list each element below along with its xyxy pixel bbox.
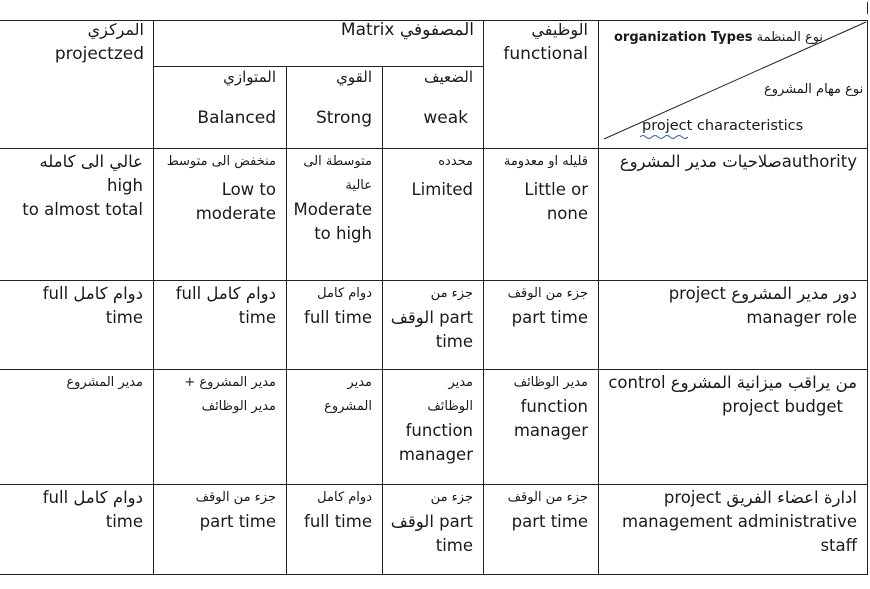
cell-line: مدير [448, 375, 473, 390]
cell-line: time [435, 536, 473, 555]
cell-line: staff [820, 536, 857, 555]
project-tasks-ar: نوع مهام المشروع [764, 82, 864, 97]
row-role-strong [287, 280, 382, 330]
project-characteristics-label: project characteristics [642, 118, 804, 134]
row-staff-projectized [0, 484, 153, 534]
cell-line: دوام كامل [317, 490, 372, 505]
cell-line: part الوقف [390, 308, 473, 327]
balanced-ar: المتوازي [223, 68, 276, 86]
matrix-header [341, 20, 474, 40]
cell-line: Limited [411, 180, 473, 199]
cell-line: مدير [347, 375, 372, 390]
cell-line: manager [513, 421, 588, 440]
cell-line: manager [398, 445, 473, 464]
cell-line: time [435, 332, 473, 351]
row-staff-weak [383, 484, 483, 558]
cell-line: none [546, 204, 588, 223]
row-role-projectized [0, 280, 153, 330]
row-staff-balanced [154, 484, 286, 534]
projectized-en: projectzed [54, 44, 144, 64]
cell-line: function [405, 421, 473, 440]
org-types-en: organization Types [614, 30, 753, 45]
row-authority-strong [287, 148, 382, 246]
row-budget-projectized [0, 369, 153, 395]
row-budget-weak [383, 369, 483, 467]
cell-line: function [520, 397, 588, 416]
strong-en: Strong [315, 108, 372, 128]
cell-line: جزء من [430, 490, 473, 505]
cell-line: الوظائف [427, 399, 473, 414]
projectized-ar: المركزي [87, 20, 144, 39]
row-staff-functional [484, 484, 598, 534]
cell-line: manager role [746, 308, 857, 327]
spellcheck-underline [640, 134, 688, 140]
row-authority-characteristic [599, 148, 867, 174]
cell-line: مدير الوظائف [201, 399, 276, 414]
row-role-characteristic [599, 280, 867, 330]
matrix-ar: المصفوفي [399, 20, 474, 40]
matrix-en: Matrix [340, 20, 395, 40]
cell-line: جزء من [430, 286, 473, 301]
cell-line: مدير الوظائف [513, 375, 588, 390]
corner-header [614, 30, 823, 45]
row-authority-balanced [154, 148, 286, 226]
functional-ar: الوظيفي [531, 20, 588, 39]
cell-line: مدير المشروع [66, 375, 143, 390]
cell-line: time [238, 308, 276, 327]
cell-line: جزء من الوقف [507, 286, 588, 301]
cell-line: عالي الى كامله high [39, 152, 143, 195]
cell-line: جزء من الوقف [195, 490, 276, 505]
cell-line: part time [199, 512, 276, 531]
row-budget-functional [484, 369, 598, 443]
strong-ar: القوي [336, 68, 372, 86]
row-authority-functional [484, 148, 598, 226]
cell-line: project budget [721, 397, 843, 416]
cell-line: part time [511, 308, 588, 327]
cell-line: authorityصلاحيات مدير المشروع [619, 152, 857, 171]
row-role-functional [484, 280, 598, 330]
cell-line: to high [314, 224, 372, 243]
cell-line: to almost total [22, 200, 143, 219]
cell-line: من يراقب ميزانية المشروع control [608, 373, 857, 392]
cell-line: part time [511, 512, 588, 531]
cell-line: Little or [524, 180, 588, 199]
row-budget-characteristic [599, 369, 867, 419]
cell-line: منخفض الى متوسط [166, 154, 276, 169]
cell-line: دوام كامل full time [42, 284, 143, 327]
cell-line: full time [304, 308, 372, 327]
row-budget-strong [287, 369, 382, 419]
cell-line: محدده [438, 154, 473, 169]
cell-line: دور مدير المشروع project [668, 284, 857, 303]
cell-line: part الوقف [390, 512, 473, 531]
weak-ar: الضعيف [423, 68, 473, 86]
cell-line: قليله او معدومة [503, 154, 588, 169]
cell-line: management administrative [622, 512, 857, 531]
row-staff-strong [287, 484, 382, 534]
cell-line: دوام كامل full time [42, 488, 143, 531]
cell-line: ادارة اعضاء الفريق project [663, 488, 857, 507]
cell-line: full time [304, 512, 372, 531]
cell-line: دوام كامل [317, 286, 372, 301]
balanced-en: Balanced [197, 108, 276, 128]
row-budget-balanced [154, 369, 286, 419]
row-role-weak [383, 280, 483, 354]
cell-line: المشروع [324, 399, 372, 414]
cell-line: مدير المشروع + [184, 375, 276, 390]
functional-en: functional [503, 44, 588, 64]
weak-en: weak [423, 108, 468, 128]
org-types-ar: نوع المنظمة [756, 30, 824, 45]
cell-line: متوسطة الى [303, 154, 372, 169]
row-authority-weak [383, 148, 483, 202]
cell-line: Low to [221, 180, 276, 199]
row-authority-projectized [0, 148, 153, 222]
cell-line: جزء من الوقف [507, 490, 588, 505]
cell-line: دوام كامل full [175, 284, 276, 303]
cell-line: عالية [345, 178, 372, 193]
row-staff-characteristic [599, 484, 867, 558]
cell-line: Moderate [293, 200, 372, 219]
cell-line: moderate [195, 204, 276, 223]
row-role-balanced [154, 280, 286, 330]
